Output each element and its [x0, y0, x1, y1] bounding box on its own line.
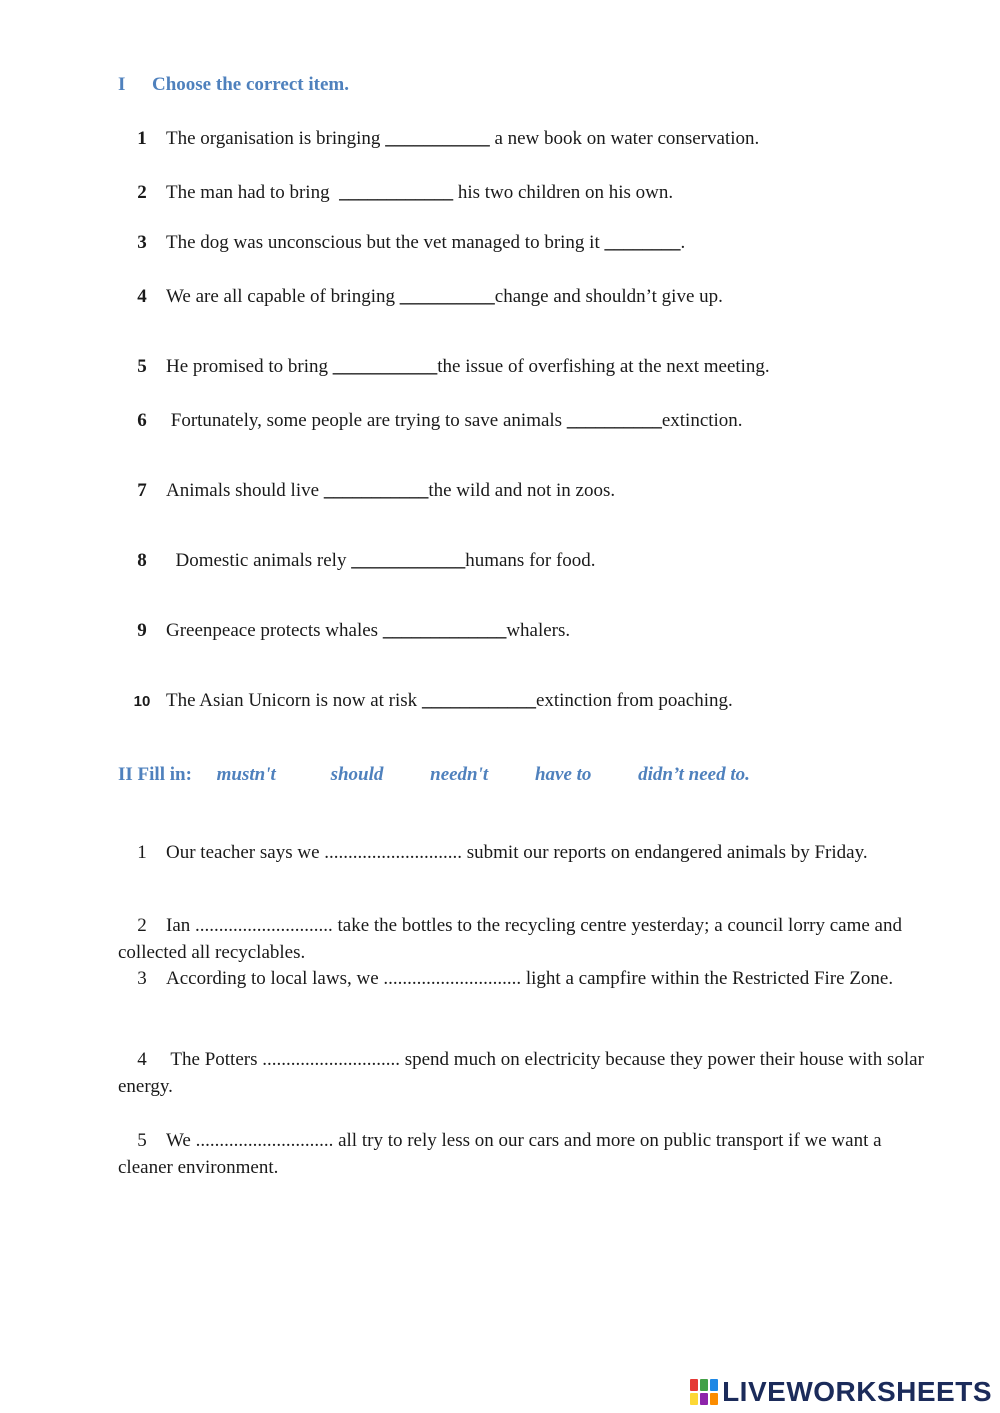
fill-in-item [118, 1127, 930, 1181]
fill-in-number: 4 [137, 1049, 147, 1070]
answer-blank[interactable]: ____________ [351, 550, 466, 571]
question-text-before: The Asian Unicorn is now at risk [166, 690, 422, 711]
question-text-after: his two children on his own. [453, 182, 674, 203]
logo-block [710, 1379, 718, 1391]
question-item [118, 410, 743, 432]
question-text-after: . [680, 232, 686, 253]
question-text-before: Domestic animals rely [166, 550, 352, 571]
question-item [118, 128, 759, 150]
fill-in-text[interactable]: According to local laws, we ............................. light a campfire within the Restricted Fire Zone. [166, 968, 894, 989]
section-1-title: Choose the correct item. [152, 74, 349, 95]
question-text-after: humans for food. [465, 550, 596, 571]
question-text-after: extinction from poaching. [535, 690, 733, 711]
fill-in-text[interactable]: The Potters ............................. spend much on electricity because they power their house with solar energy. [118, 1049, 929, 1097]
question-text-before: He promised to bring [166, 356, 333, 377]
option-didnt-need-to: didn’t need to. [638, 764, 750, 785]
question-number: 6 [137, 410, 147, 431]
question-number: 8 [137, 550, 147, 571]
liveworksheets-logo [690, 1377, 992, 1407]
question-item [118, 286, 723, 308]
question-text-before: Greenpeace protects whales [166, 620, 383, 641]
question-item [118, 620, 570, 642]
fill-in-text[interactable]: Our teacher says we ............................. submit our reports on endangered animals by Friday. [166, 842, 868, 863]
option-should: should [330, 764, 384, 785]
question-text-before: The organisation is bringing [166, 128, 386, 149]
question-text-before: Animals should live [166, 480, 324, 501]
logo-block [710, 1393, 718, 1405]
question-item [118, 690, 733, 712]
question-item [118, 480, 615, 502]
question-text-after: extinction. [661, 410, 743, 431]
question-text-after: a new book on water conservation. [489, 128, 760, 149]
question-number: 3 [137, 232, 147, 253]
question-text-after: change and shouldn’t give up. [494, 286, 723, 307]
question-number: 4 [137, 286, 147, 307]
question-item [118, 182, 673, 204]
fill-in-item [118, 912, 930, 966]
logo-block [690, 1379, 698, 1391]
answer-blank[interactable]: ___________ [323, 480, 429, 501]
answer-blank[interactable]: ___________ [332, 356, 438, 377]
question-number: 5 [137, 356, 147, 377]
question-item [118, 356, 770, 378]
answer-blank[interactable]: ________ [604, 232, 681, 253]
question-number: 10 [133, 693, 151, 710]
fill-in-item [118, 839, 930, 866]
question-number: 9 [137, 620, 147, 641]
question-text-after: whalers. [506, 620, 571, 641]
question-number: 1 [137, 128, 147, 149]
question-item [118, 550, 596, 572]
question-item [118, 232, 685, 254]
option-neednt: needn't [430, 764, 489, 785]
question-number: 7 [137, 480, 147, 501]
logo-block [690, 1393, 698, 1405]
fill-in-number: 3 [137, 968, 147, 989]
answer-blank[interactable]: ____________ [421, 690, 536, 711]
fill-in-item [118, 965, 930, 992]
question-text-after: the issue of overfishing at the next meeting. [437, 356, 770, 377]
brand-name: LIVEWORKSHEETS [722, 1376, 992, 1407]
fill-in-text[interactable]: Ian ............................. take the bottles to the recycling centre yesterday; a council lorry came and collected all recyclables. [118, 915, 907, 963]
answer-blank[interactable]: __________ [399, 286, 495, 307]
fill-in-text[interactable]: We ............................. all try to rely less on our cars and more on public transport if we want a cleaner environment. [118, 1130, 887, 1178]
logo-icon [690, 1379, 718, 1405]
logo-block [700, 1393, 708, 1405]
question-text-before: We are all capable of bringing [166, 286, 400, 307]
fill-in-number: 5 [137, 1130, 147, 1151]
section-2-title: II Fill in: [118, 764, 192, 785]
section-1-heading [118, 74, 349, 96]
section-1-number: I [118, 74, 126, 95]
answer-blank[interactable]: ____________ [339, 182, 454, 203]
fill-in-number: 2 [137, 915, 147, 936]
question-text-before: The man had to bring [166, 182, 340, 203]
question-number: 2 [137, 182, 147, 203]
option-mustnt: mustn't [216, 764, 276, 785]
section-2-heading [118, 764, 750, 786]
answer-blank[interactable]: _____________ [382, 620, 507, 641]
question-text-before: The dog was unconscious but the vet managed to bring it [166, 232, 605, 253]
question-text-before: Fortunately, some people are trying to save animals [166, 410, 567, 431]
fill-in-number: 1 [137, 842, 147, 863]
answer-blank[interactable]: __________ [566, 410, 662, 431]
option-have-to: have to [534, 764, 592, 785]
question-text-after: the wild and not in zoos. [428, 480, 616, 501]
fill-in-item [118, 1046, 930, 1100]
logo-block [700, 1379, 708, 1391]
answer-blank[interactable]: ___________ [385, 128, 490, 149]
